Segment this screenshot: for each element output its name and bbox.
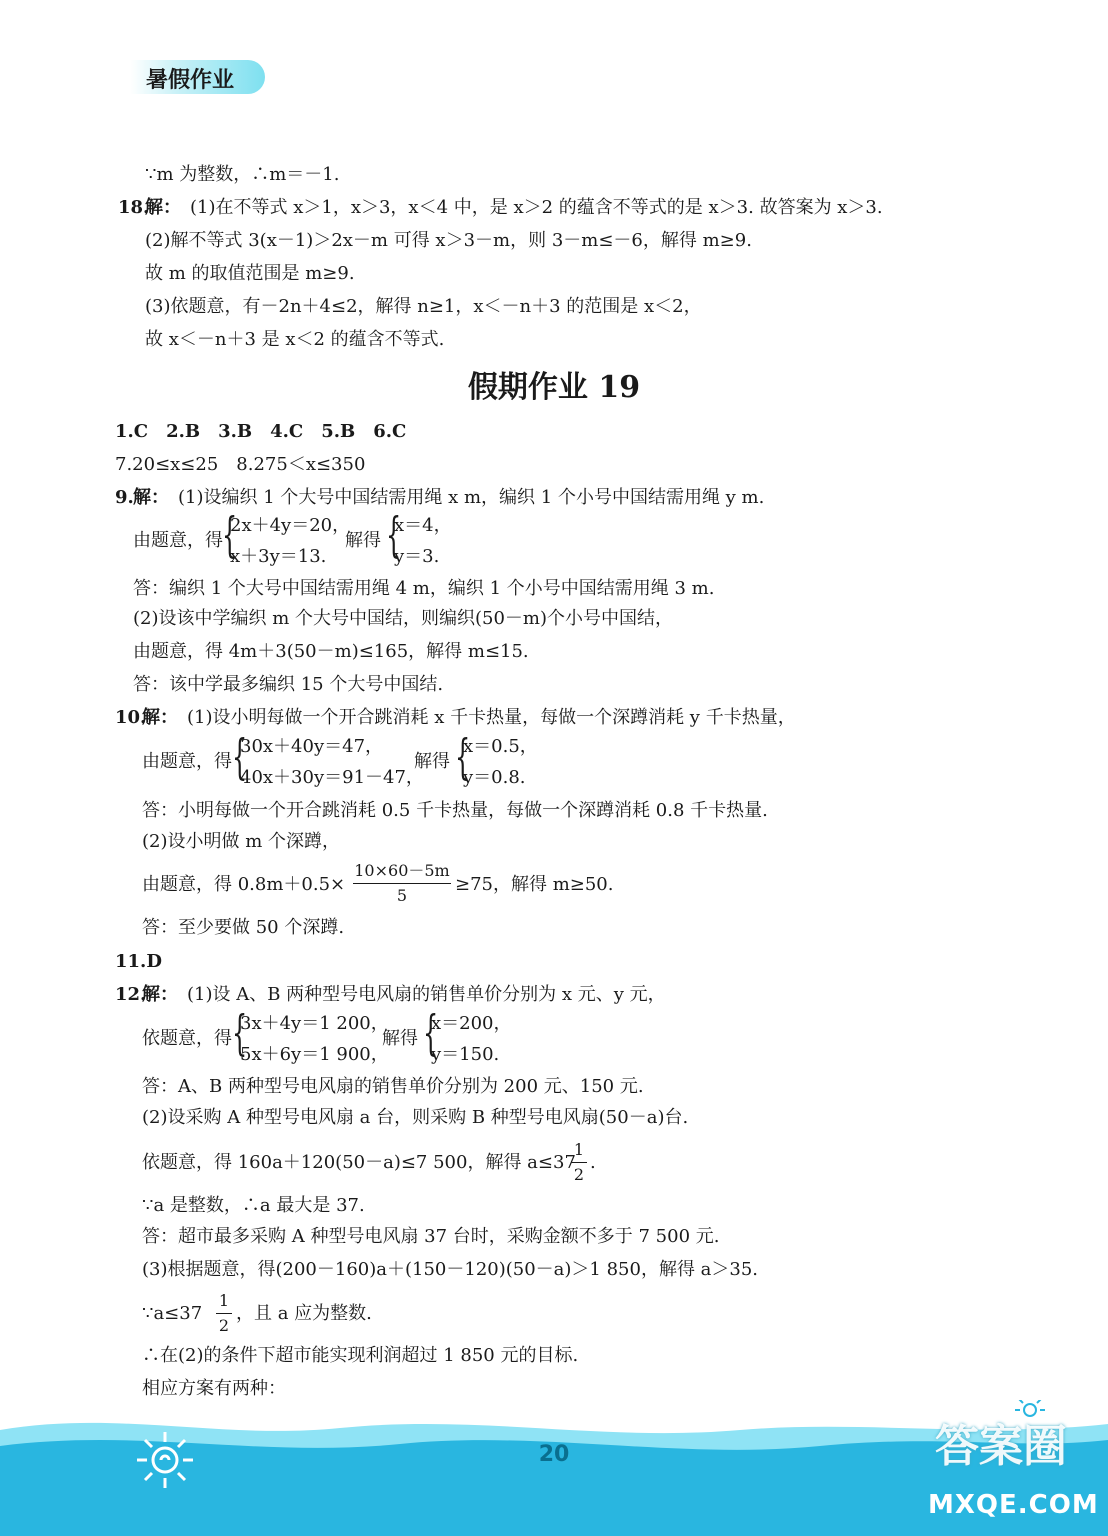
solution-1: x＝200， xyxy=(431,1013,512,1034)
answer-line: 答：至少要做 50 个深蹲. xyxy=(142,917,345,938)
solution-label: 解： xyxy=(133,487,169,508)
question-number: 18. xyxy=(118,197,150,218)
left-brace: { xyxy=(232,729,248,785)
fraction xyxy=(353,861,451,906)
answer-line: 答：超市最多采购 A 种型号电风扇 37 台时，采购金额不多于 7 500 元. xyxy=(142,1226,720,1247)
choice-answers: 1.C 2.B 3.B 4.C 5.B 6.C xyxy=(115,421,407,442)
solution-2: y＝0.8. xyxy=(463,767,526,788)
equation-1: 3x＋4y＝1 200， xyxy=(240,1013,389,1034)
text-line: 故 m 的取值范围是 m≥9. xyxy=(145,263,355,284)
left-brace: { xyxy=(455,729,471,785)
fraction-denominator: 2 xyxy=(573,1165,585,1184)
system-lead: 由题意，得 xyxy=(142,751,232,772)
fraction xyxy=(571,1140,587,1185)
fraction-numerator: 1 xyxy=(218,1291,230,1310)
fill-answers: 7.20≤x≤25 8.275＜x≤350 xyxy=(115,454,366,475)
equation-1: 30x＋40y＝47， xyxy=(240,736,384,757)
text-line: ∵a≤37 xyxy=(142,1303,203,1324)
solution-1: x＝4， xyxy=(394,515,452,536)
fraction-numerator: 10×60－5m xyxy=(354,861,450,880)
watermark-logo: 答案圈 xyxy=(935,1421,1067,1472)
text-line: 由题意，得 4m＋3(50－m)≤165，解得 m≤15. xyxy=(133,641,529,662)
equation-2: 5x＋6y＝1 900， xyxy=(240,1044,389,1065)
text-line: (2)设小明做 m 个深蹲， xyxy=(142,831,341,852)
fraction-numerator: 1 xyxy=(573,1140,585,1159)
system-lead: 依题意，得 xyxy=(142,1028,232,1049)
system-lead: 由题意，得 xyxy=(133,530,223,551)
text-line: (1)设小明每做一个开合跳消耗 x 千卡热量，每做一个深蹲消耗 y 千卡热量， xyxy=(187,707,796,728)
page-number: 20 xyxy=(538,1442,570,1467)
text-line: (1)设 A、B 两种型号电风扇的销售单价分别为 x 元、y 元， xyxy=(187,984,666,1005)
fraction-bar xyxy=(571,1162,587,1163)
answer-line: 答：小明每做一个开合跳消耗 0.5 千卡热量，每做一个深蹲消耗 0.8 千卡热量. xyxy=(142,800,768,821)
solution-2: y＝3. xyxy=(394,546,440,567)
text-line: (3)根据题意，得(200－160)a＋(150－120)(50－a)＞1 850，解得 a＞35. xyxy=(142,1259,759,1280)
left-brace: { xyxy=(222,507,238,563)
section-title: 假期作业 19 xyxy=(467,370,641,405)
solution-1: x＝0.5， xyxy=(463,736,538,757)
left-brace: { xyxy=(423,1005,439,1061)
fraction-denominator: 5 xyxy=(396,886,408,905)
text-line: 依题意，得 160a＋120(50－a)≤7 500，解得 a≤37 xyxy=(142,1152,576,1173)
text-line: ，且 a 应为整数. xyxy=(236,1303,372,1324)
fraction xyxy=(216,1291,232,1336)
text-line: 故 x＜－n＋3 是 x＜2 的蕴含不等式. xyxy=(145,329,445,350)
text-line: 相应方案有两种： xyxy=(142,1378,286,1399)
text-line: 由题意，得 0.8m＋0.5× xyxy=(142,874,346,895)
header-label: 暑假作业 xyxy=(146,68,235,93)
text-line: (1)在不等式 x＞1，x＞3，x＜4 中，是 x＞2 的蕴含不等式的是 x＞3. 故答案为 x＞3. xyxy=(190,197,883,218)
equation-1: 2x＋4y＝20， xyxy=(230,515,351,536)
text-line: (3)依题意，有－2n＋4≤2，解得 n≥1，x＜－n＋3 的范围是 x＜2， xyxy=(145,296,702,317)
solve-label: 解得 xyxy=(414,751,450,772)
left-brace: { xyxy=(386,507,402,563)
equation-2: x＋3y＝13. xyxy=(230,546,327,567)
text-line: ∴在(2)的条件下超市能实现利润超过 1 850 元的目标. xyxy=(142,1345,579,1366)
text-line: (2)设该中学编织 m 个大号中国结，则编织(50－m)个小号中国结， xyxy=(133,608,674,629)
text-line: ∵m 为整数，∴m＝－1. xyxy=(145,164,340,185)
question-number: 10. xyxy=(115,707,147,728)
solve-label: 解得 xyxy=(382,1028,418,1049)
fraction-denominator: 2 xyxy=(218,1316,230,1335)
question-answer: 11.D xyxy=(115,951,162,972)
equation-2: 40x＋30y＝91－47， xyxy=(240,767,424,788)
question-number: 12. xyxy=(115,984,147,1005)
left-brace: { xyxy=(232,1005,248,1061)
text-line: (2)设采购 A 种型号电风扇 a 台，则采购 B 种型号电风扇(50－a)台. xyxy=(142,1107,689,1128)
answer-line: 答：编织 1 个大号中国结需用绳 4 m，编织 1 个小号中国结需用绳 3 m. xyxy=(133,578,715,599)
text-line: (2)解不等式 3(x－1)＞2x－m 可得 x＞3－m，则 3－m≤－6，解得 m≥9. xyxy=(145,230,752,251)
text-line: ∵a 是整数，∴a 最大是 37. xyxy=(142,1195,365,1216)
solution-2: y＝150. xyxy=(431,1044,500,1065)
text-line: ≥75，解得 m≥50. xyxy=(455,874,614,895)
solution-label: 解： xyxy=(142,707,178,728)
question-number: 9. xyxy=(115,487,134,508)
solve-label: 解得 xyxy=(345,530,381,551)
fraction-bar xyxy=(353,883,451,884)
text-line: (1)设编织 1 个大号中国结需用绳 x m，编织 1 个小号中国结需用绳 y m. xyxy=(178,487,765,508)
answer-line: 答：该中学最多编织 15 个大号中国结. xyxy=(133,674,444,695)
watermark-url: MXQE.COM xyxy=(928,1490,1099,1520)
text-line: . xyxy=(590,1152,596,1173)
solution-label: 解： xyxy=(142,984,178,1005)
answer-line: 答：A、B 两种型号电风扇的销售单价分别为 200 元、150 元. xyxy=(142,1076,644,1097)
fraction-bar xyxy=(216,1313,232,1314)
solution-label: 解： xyxy=(145,197,181,218)
